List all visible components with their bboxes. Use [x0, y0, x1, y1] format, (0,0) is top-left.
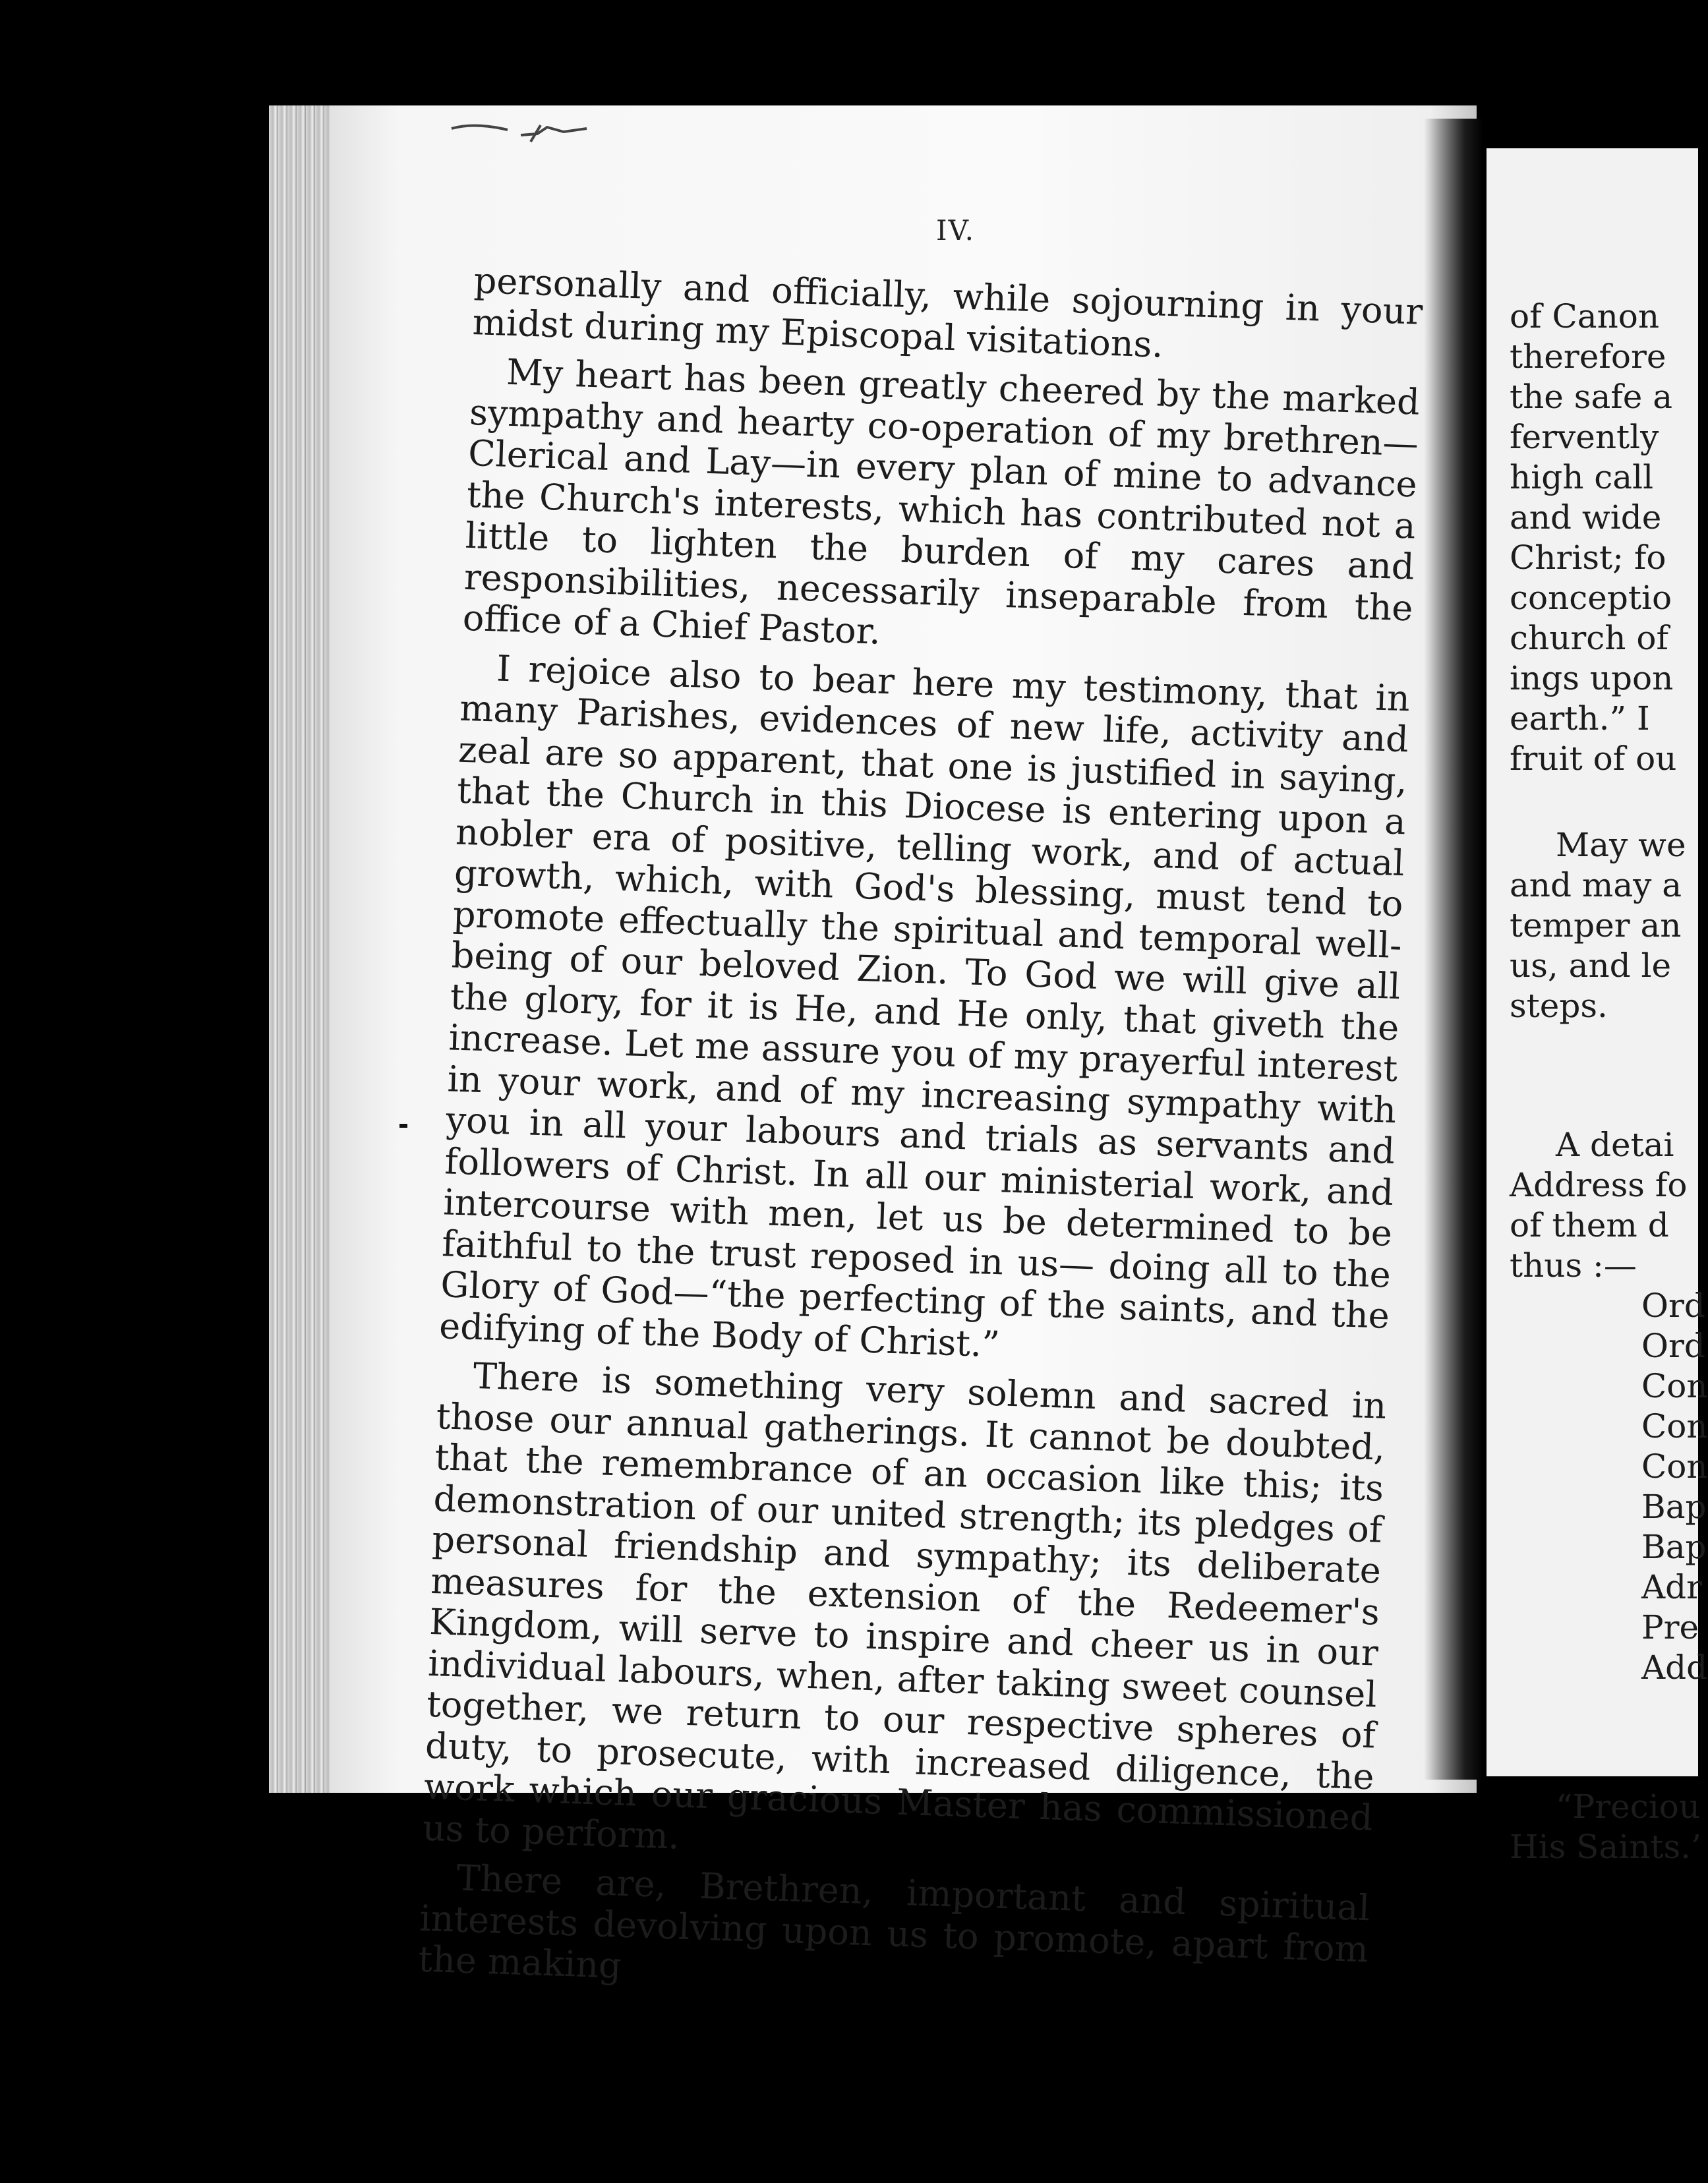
pencil-scribble-mark	[448, 115, 620, 148]
right-line: and wide	[1510, 498, 1662, 537]
right-line: May we	[1556, 826, 1686, 864]
right-line: earth.” I	[1510, 699, 1650, 738]
list-item: Bap	[1641, 1528, 1707, 1566]
right-line: therefore	[1510, 337, 1666, 376]
right-line: His Saints.’	[1510, 1828, 1701, 1866]
right-line: A detai	[1556, 1126, 1674, 1164]
right-page-text	[1510, 297, 1707, 1867]
page-number: IV.	[936, 214, 975, 247]
list-item: Add	[1641, 1648, 1708, 1687]
list-item: Con	[1641, 1407, 1708, 1445]
right-line: conceptio	[1510, 579, 1672, 617]
left-page-body	[417, 260, 1423, 2020]
right-line: Address fo	[1510, 1166, 1688, 1204]
list-item: Ord	[1641, 1287, 1705, 1325]
right-line: of Canon	[1510, 297, 1660, 335]
right-line: fervently	[1510, 418, 1659, 456]
paragraph-4: There is something very solemn and sacred in those our annual gatherings. It cannot be doubted, that the remembrance of an occasion like this; its demonstration of our united strength; its pledges of personal friendship and sympathy; its deliberate measures for the extension of the Redeemer's Kingdom, will serve to inspire and cheer us in our individual labours, when, after taking sweet counsel together, we return to our respective spheres of duty, to prosecute, with increased diligence, the work which our gracious Master has commissioned us to perform.	[422, 1354, 1388, 1857]
right-line: fruit of ou	[1510, 740, 1677, 778]
right-line: the safe a	[1510, 378, 1673, 416]
right-line: temper an	[1510, 906, 1682, 945]
right-line: high call	[1510, 458, 1654, 496]
margin-mark	[399, 1124, 407, 1128]
list-item: Bap	[1641, 1488, 1707, 1526]
right-line: steps.	[1510, 987, 1608, 1025]
list-item: Pre	[1641, 1608, 1699, 1646]
book-gutter	[1424, 119, 1483, 1780]
list-item: Ord	[1641, 1327, 1705, 1365]
right-line: us, and le	[1510, 946, 1672, 985]
right-line: and may a	[1510, 866, 1682, 904]
right-line: Christ; fo	[1510, 538, 1666, 577]
paragraph-5: There are, Brethren, important and spiritual interests devolving upon us to promote, apart from the making	[417, 1857, 1370, 1987]
list-item: Adr	[1641, 1568, 1703, 1606]
right-line: church of	[1510, 619, 1669, 657]
right-line: ings upon	[1510, 659, 1674, 697]
paragraph-1: personally and officially, while sojourning in your midst during my Episcopal visitations.	[471, 260, 1424, 366]
spacer	[1510, 1026, 1707, 1125]
paragraph-3: I rejoice also to bear here my testimony, that in many Parishes, evidences of new life, activity and zeal are so apparent, that one is justified in saying, that the Church in this Diocese is entering upon a nobler era of positive, telling work, and of actual growth, which, with God's blessing, must tend to promote effectually the spiritual and temporal well-being of our beloved Zion. To God we will give all the glory, for it is He, and He only, that giveth the increase. Let me assure you of my prayerful interest in your work, and of my increasing sympathy with you in all your labours and trials as servants and followers of Christ. In all our ministerial work, and intercourse with men, let us be determined to be faithful to the trust reposed in us— doing all to the Glory of God—“the perfecting of the saints, and the edifying of the Body of Christ.”	[438, 647, 1411, 1365]
list-item: Con	[1641, 1367, 1708, 1405]
right-line: thus :—	[1510, 1246, 1637, 1285]
right-line: “Preciou	[1556, 1788, 1700, 1826]
paragraph-2: My heart has been greatly cheered by the marked sympathy and hearty co-operation of my brethren— Clerical and Lay—in every plan of mine to advance the Church's interests, which has contributed not a little to lighten the burden of my cares and responsibilities, necessarily inseparable from the office of a Chief Pastor.	[461, 351, 1421, 653]
right-line: of them d	[1510, 1206, 1669, 1244]
spacer	[1510, 779, 1707, 825]
list-item: Con	[1641, 1447, 1708, 1486]
spacer	[1510, 1688, 1707, 1787]
